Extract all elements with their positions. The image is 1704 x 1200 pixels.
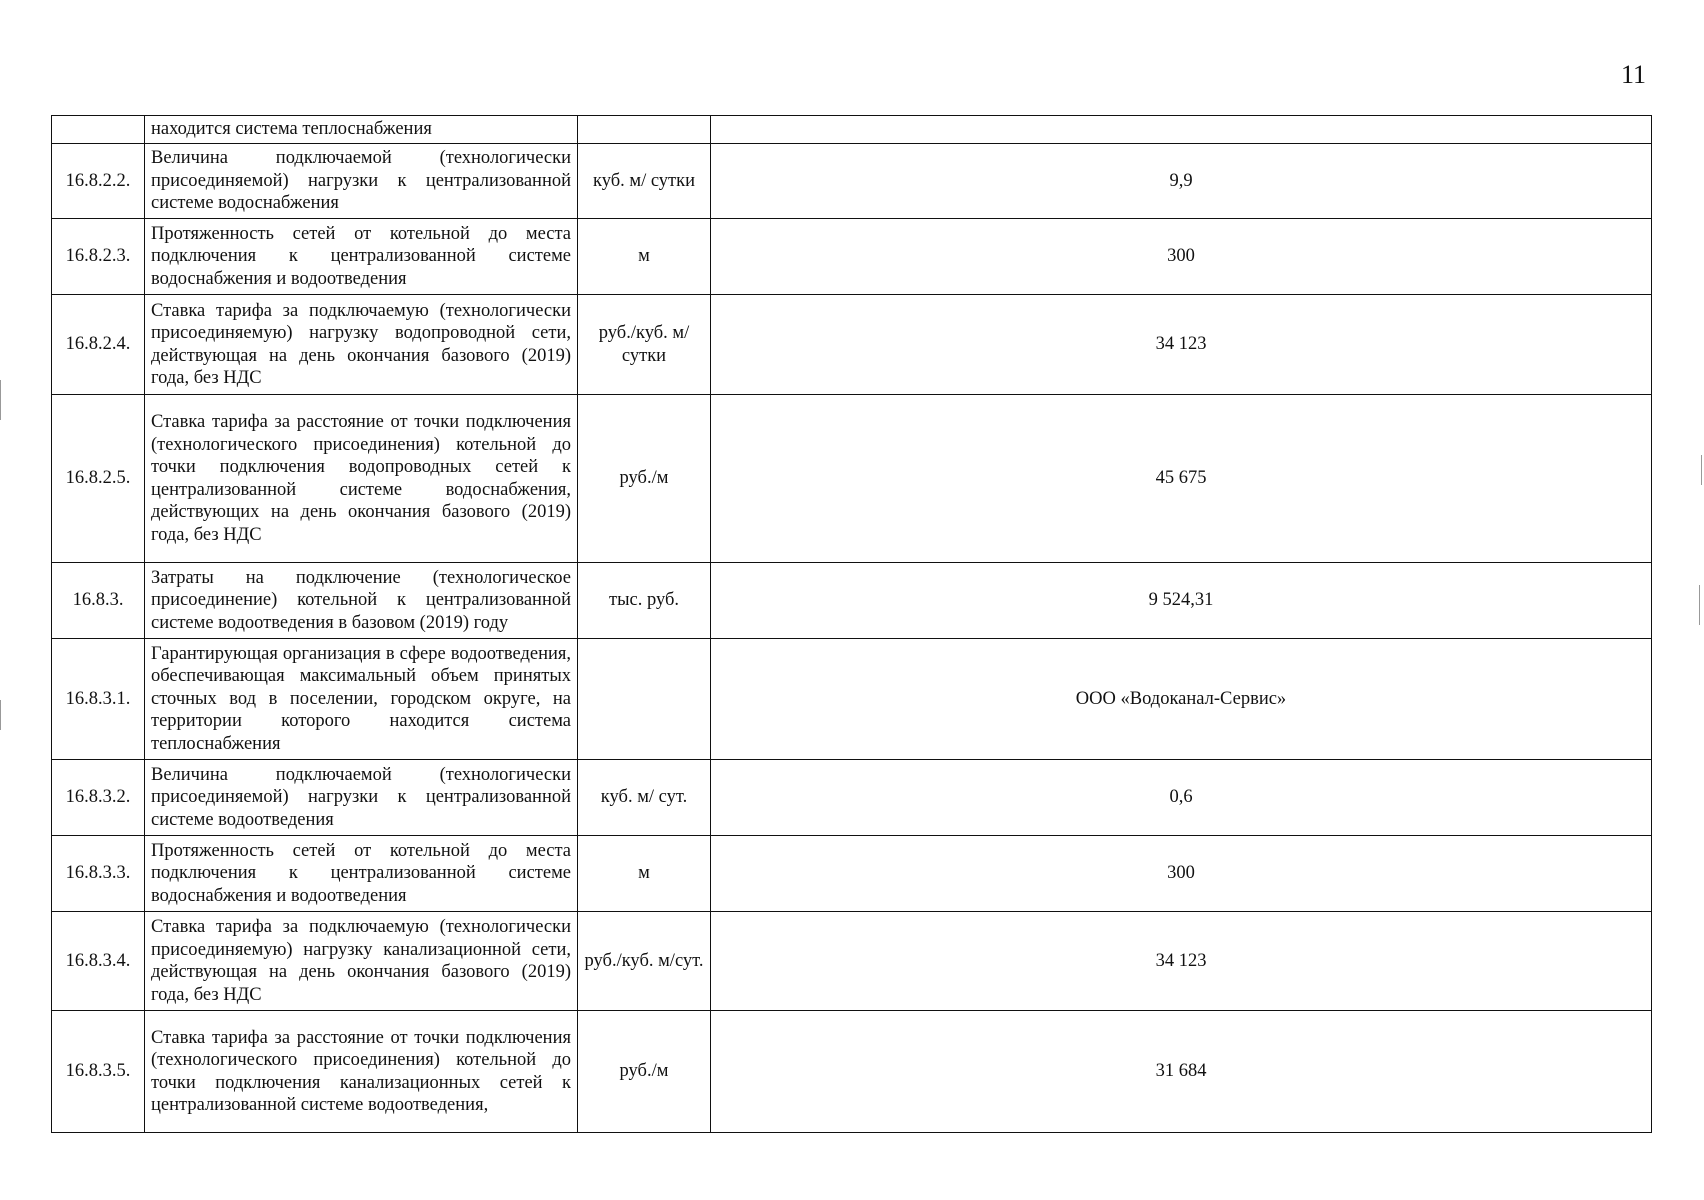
scan-mark <box>1701 455 1702 485</box>
tariff-table <box>51 115 1652 1133</box>
table-row <box>52 116 1652 144</box>
row-unit: м <box>578 836 711 912</box>
row-number: 16.8.2.3. <box>52 219 145 295</box>
row-unit <box>578 116 711 144</box>
scan-mark <box>0 700 1 730</box>
row-description: Протяженность сетей от котельной до места подключения к централизованной системе водоснабжения и водоотведения <box>145 219 578 295</box>
row-description: Ставка тарифа за расстояние от точки подключения (технологического присоединения) котельной до точки подключения канализационных сетей к централизованной системе водоотведения, <box>145 1011 578 1133</box>
row-value: 9,9 <box>711 144 1652 219</box>
table-row <box>52 912 1652 1011</box>
row-description: Гарантирующая организация в сфере водоотведения, обеспечивающая максимальный объем принятых сточных вод в поселении, городском округе, на территории которого находится система теплоснабжения <box>145 639 578 760</box>
row-value <box>711 116 1652 144</box>
scan-mark <box>1699 585 1700 625</box>
row-description: Затраты на подключение (технологическое присоединение) котельной к централизованной системе водоотведения в базовом (2019) году <box>145 563 578 639</box>
row-value: 0,6 <box>711 760 1652 836</box>
row-unit: куб. м/ сутки <box>578 144 711 219</box>
table-row <box>52 836 1652 912</box>
row-description: Ставка тарифа за подключаемую (технологически присоединяемую) нагрузку канализационной сети, действующая на день окончания базового (2019) года, без НДС <box>145 912 578 1011</box>
row-unit: м <box>578 219 711 295</box>
row-value: 300 <box>711 219 1652 295</box>
row-number: 16.8.2.4. <box>52 295 145 395</box>
table-row <box>52 395 1652 563</box>
table-row <box>52 1011 1652 1133</box>
row-value: ООО «Водоканал-Сервис» <box>711 639 1652 760</box>
row-value: 300 <box>711 836 1652 912</box>
row-description: Величина подключаемой (технологически присоединяемой) нагрузки к централизованной системе водоснабжения <box>145 144 578 219</box>
row-description: Величина подключаемой (технологически присоединяемой) нагрузки к централизованной системе водоотведения <box>145 760 578 836</box>
row-unit <box>578 639 711 760</box>
page-number: 11 <box>1620 60 1646 89</box>
row-value: 45 675 <box>711 395 1652 563</box>
row-unit: тыс. руб. <box>578 563 711 639</box>
row-value: 31 684 <box>711 1011 1652 1133</box>
row-number: 16.8.3.3. <box>52 836 145 912</box>
row-value: 34 123 <box>711 295 1652 395</box>
row-number: 16.8.3.1. <box>52 639 145 760</box>
row-unit: руб./м <box>578 1011 711 1133</box>
row-number <box>52 116 145 144</box>
row-value: 9 524,31 <box>711 563 1652 639</box>
row-description: Ставка тарифа за расстояние от точки подключения (технологического присоединения) котельной до точки подключения водопроводных сетей к централизованной системе водоснабжения, действующих на день окончания базового (2019) года, без НДС <box>145 395 578 563</box>
row-unit: куб. м/ сут. <box>578 760 711 836</box>
scan-mark <box>0 380 1 420</box>
table-row <box>52 760 1652 836</box>
row-number: 16.8.3.4. <box>52 912 145 1011</box>
row-number: 16.8.3. <box>52 563 145 639</box>
row-number: 16.8.2.2. <box>52 144 145 219</box>
row-value: 34 123 <box>711 912 1652 1011</box>
table-row <box>52 219 1652 295</box>
table-row <box>52 295 1652 395</box>
row-number: 16.8.3.2. <box>52 760 145 836</box>
table-row <box>52 144 1652 219</box>
table-row <box>52 639 1652 760</box>
row-number: 16.8.2.5. <box>52 395 145 563</box>
row-unit: руб./м <box>578 395 711 563</box>
row-unit: руб./куб. м/сутки <box>578 295 711 395</box>
row-unit: руб./куб. м/сут. <box>578 912 711 1011</box>
row-number: 16.8.3.5. <box>52 1011 145 1133</box>
row-description: Протяженность сетей от котельной до места подключения к централизованной системе водоснабжения и водоотведения <box>145 836 578 912</box>
table-row <box>52 563 1652 639</box>
row-description: находится система теплоснабжения <box>145 116 578 144</box>
row-description: Ставка тарифа за подключаемую (технологически присоединяемую) нагрузку водопроводной сети, действующая на день окончания базового (2019) года, без НДС <box>145 295 578 395</box>
